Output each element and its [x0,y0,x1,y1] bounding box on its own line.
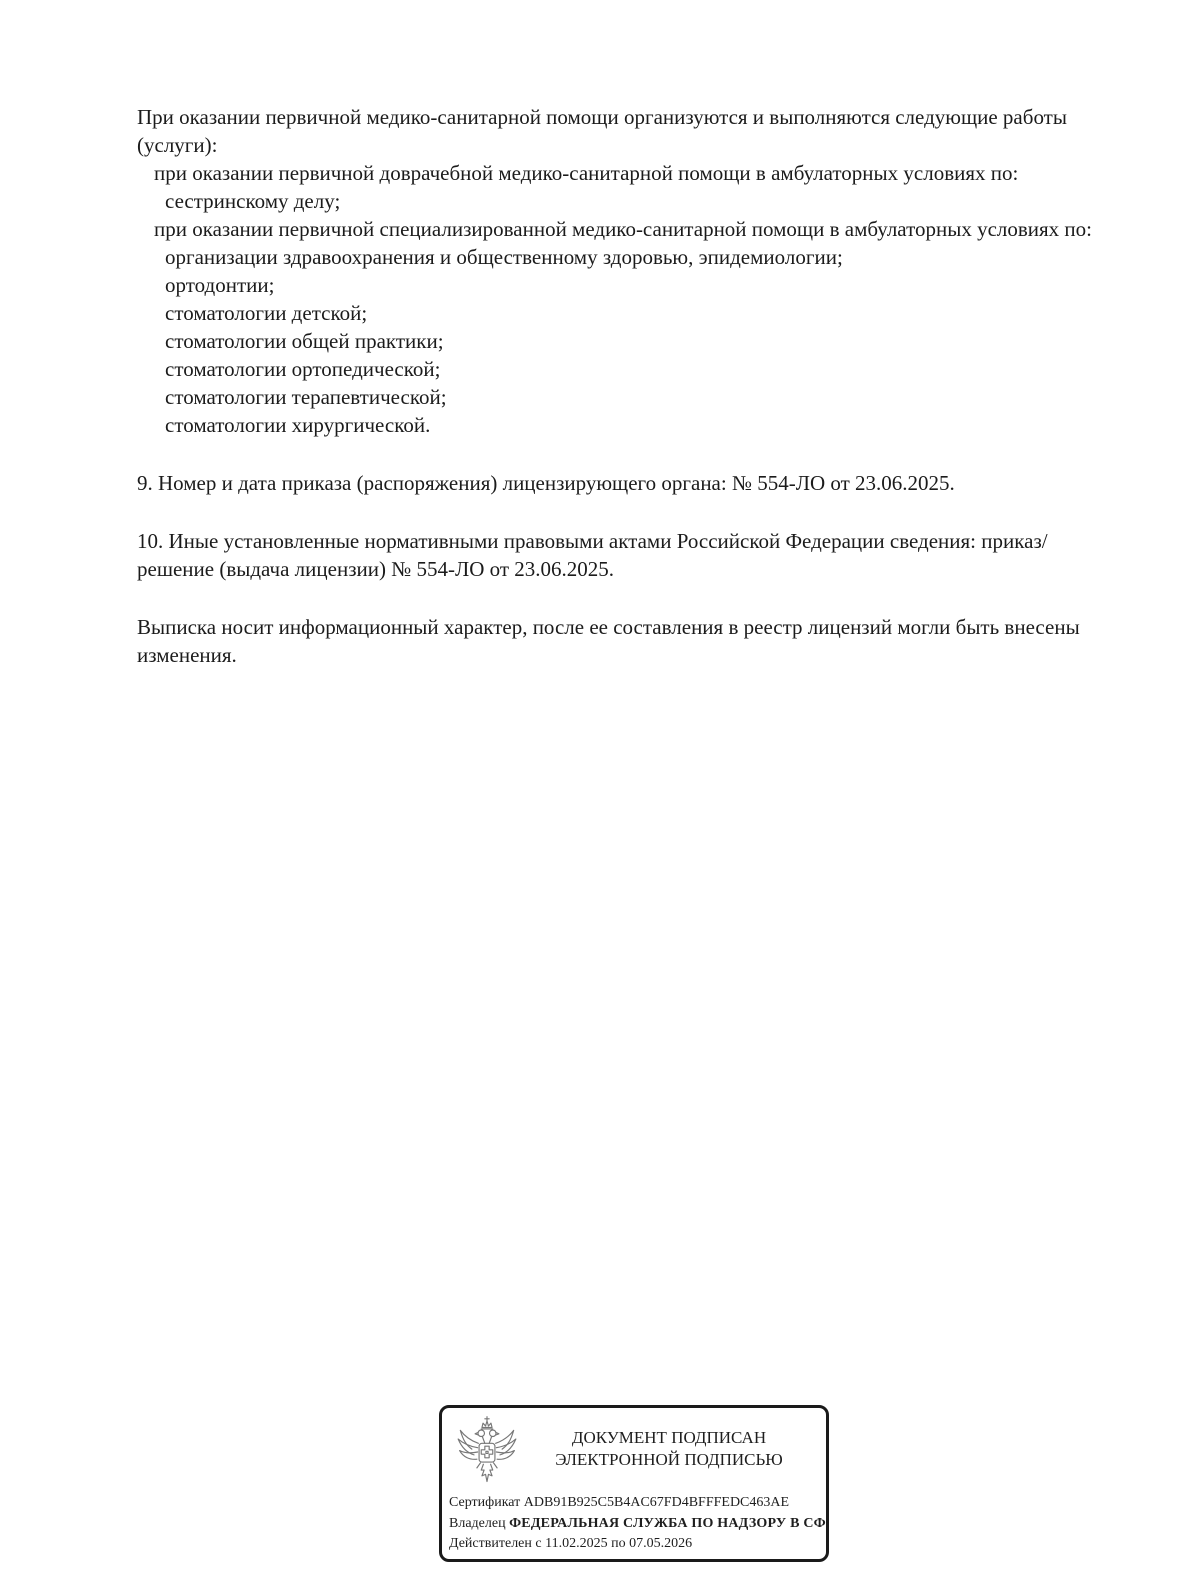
stamp-title-line-2: ЭЛЕКТРОННОЙ ПОДПИСЬЮ [555,1450,783,1469]
clause-10-other-info: 10. Иные установленные нормативными правовыми актами Российской Федерации сведения: приказ/решение (выдача лицензии) № 554-ЛО от 23.06.2025. [137,529,1048,581]
specialized-care-paragraph: при оказании первичной специализированной медико-санитарной помощи в амбулаторных условиях по: [154,217,1093,241]
works-intro-paragraph: При оказании первичной медико-санитарной помощи организуются и выполняются следующие работы (услуги): [137,105,1067,157]
certificate-value: ADB91B925C5B4AC67FD4BFFFEDC463AE [523,1495,790,1510]
stamp-title-line-1: ДОКУМЕНТ ПОДПИСАН [571,1428,767,1447]
service-item-orthodontics: ортодонтии; [165,273,275,297]
owner-value: ФЕДЕРАЛЬНАЯ СЛУЖБА ПО НАДЗОРУ В СФ [509,1515,826,1531]
service-item-orthopedic-dent: стоматологии ортопедической; [165,357,441,381]
pre-medical-care-paragraph: при оказании первичной доврачебной медико-санитарной помощи в амбулаторных условиях по: [154,161,1019,185]
disclaimer-paragraph: Выписка носит информационный характер, после ее составления в реестр лицензий могли быть внесены изменения. [137,615,1080,667]
service-item-surgical-dent: стоматологии хирургической. [165,413,431,437]
clause-9-order-number: 9. Номер и дата приказа (распоряжения) лицензирующего органа: № 554-ЛО от 23.06.2025. [137,471,955,495]
service-item-health-org: организации здравоохранения и общественному здоровью, эпидемиологии; [165,245,843,269]
electronic-signature-stamp [439,1405,829,1562]
service-item-general-dent: стоматологии общей практики; [165,329,444,353]
owner-label: Владелец [449,1515,506,1531]
stamp-title [518,1413,820,1471]
double-headed-eagle-icon [456,1415,518,1489]
stamp-header [442,1408,826,1489]
service-item-pediatric-dent: стоматологии детской; [165,301,368,325]
service-item-therapeutic-dent: стоматологии терапевтической; [165,385,447,409]
service-item-nursing: сестринскому делу; [165,189,341,213]
certificate-line [449,1493,826,1514]
validity-line: Действителен с 11.02.2025 по 07.05.2026 [449,1536,693,1551]
stamp-details [442,1489,826,1555]
license-extract-body [137,103,1103,669]
certificate-label: Сертификат [449,1495,521,1510]
owner-line [449,1514,826,1535]
